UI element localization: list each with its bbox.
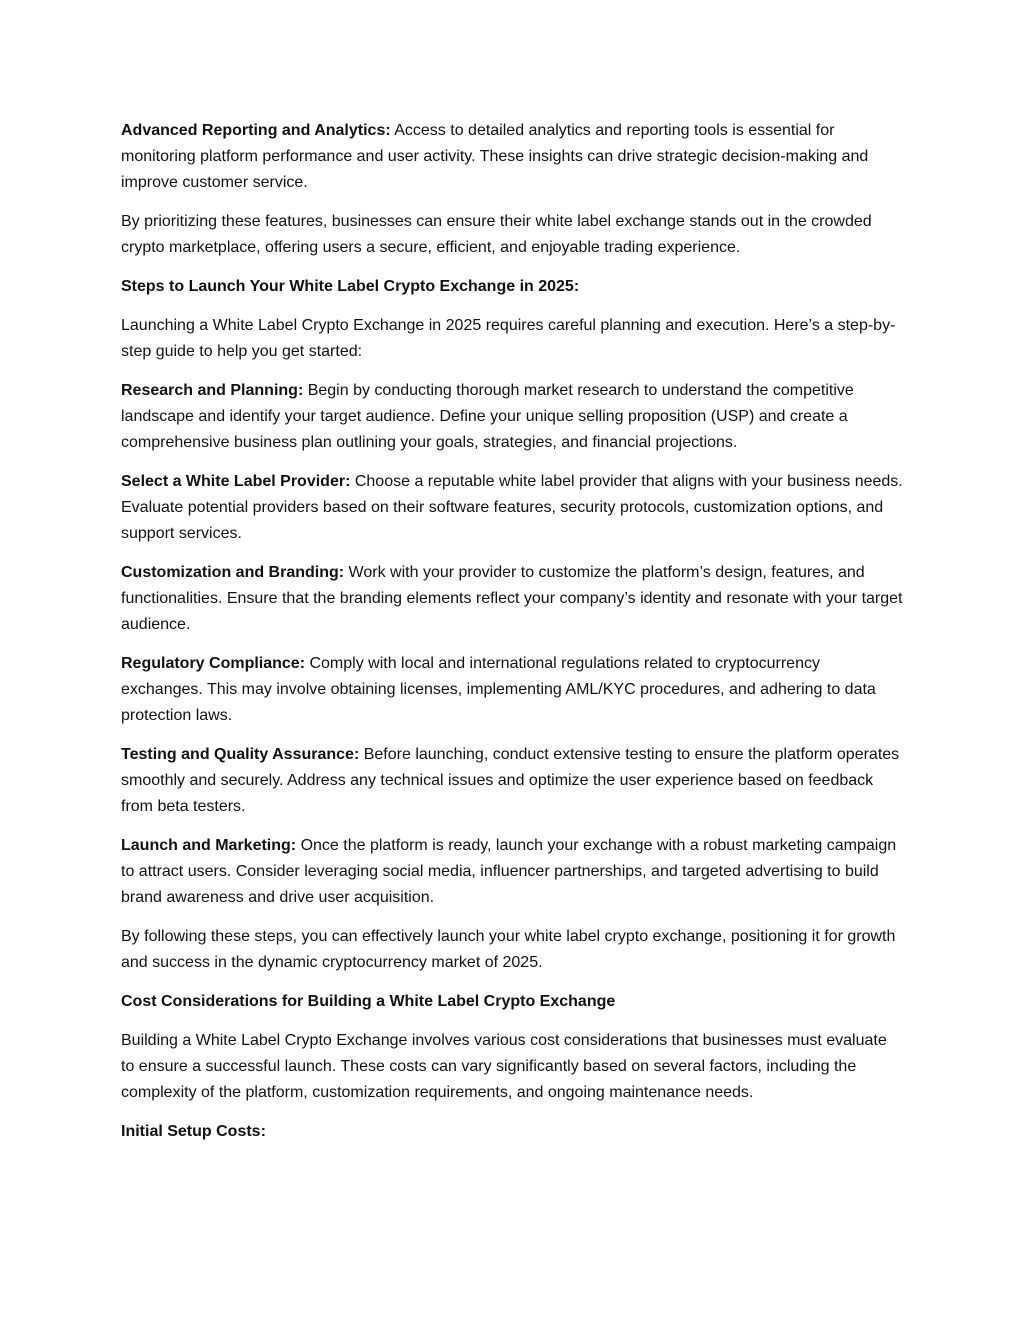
paragraph-lead: Select a White Label Provider: xyxy=(121,473,351,490)
paragraph-text: By prioritizing these features, businesses can ensure their white label exchange stands out in the crowded crypto marketplace, offering users a secure, efficient, and enjoyable trading experience. xyxy=(121,213,872,256)
paragraph-lead: Testing and Quality Assurance: xyxy=(121,746,360,763)
paragraph-research-planning xyxy=(121,378,904,456)
section-heading-steps: Steps to Launch Your White Label Crypto Exchange in 2025: xyxy=(121,278,580,295)
paragraph-text: Once the platform is ready, launch your exchange with a robust marketing campaign to attract users. Consider leveraging social media, influencer partnerships, and targeted advertising to build brand awareness and drive user acquisition. xyxy=(121,837,897,906)
paragraph-regulatory-compliance xyxy=(121,651,904,729)
paragraph-advanced-reporting xyxy=(121,118,904,196)
paragraph-text: Access to detailed analytics and reporting tools is essential for monitoring platform performance and user activity. These insights can drive strategic decision-making and improve customer service. xyxy=(121,122,869,191)
paragraph-text: Before launching, conduct extensive testing to ensure the platform operates smoothly and securely. Address any technical issues and optimize the user experience based on feedback from beta testers. xyxy=(121,746,900,815)
paragraph-launch-marketing xyxy=(121,833,904,911)
paragraph-text: Work with your provider to customize the platform’s design, features, and functionalities. Ensure that the branding elements reflect your company’s identity and resonate with your target audience. xyxy=(121,564,903,633)
section-heading-cost-considerations: Cost Considerations for Building a White Label Crypto Exchange xyxy=(121,993,616,1010)
paragraph-lead: Advanced Reporting and Analytics: xyxy=(121,122,391,139)
paragraph-text: Building a White Label Crypto Exchange involves various cost considerations that businesses must evaluate to ensure a successful launch. These costs can vary significantly based on several factors, including the complexity of the platform, customization requirements, and ongoing maintenance needs. xyxy=(121,1032,887,1101)
paragraph-following-steps xyxy=(121,924,904,976)
paragraph-text: By following these steps, you can effectively launch your white label crypto exchange, positioning it for growth and success in the dynamic cryptocurrency market of 2025. xyxy=(121,928,896,971)
paragraph-launching-intro xyxy=(121,313,904,365)
paragraph-testing-qa xyxy=(121,742,904,820)
paragraph-lead: Launch and Marketing: xyxy=(121,837,297,854)
paragraph-text: Launching a White Label Crypto Exchange in 2025 requires careful planning and execution. Here’s a step-by-step guide to help you get started: xyxy=(121,317,896,360)
paragraph-lead: Regulatory Compliance: xyxy=(121,655,306,672)
paragraph-lead: Research and Planning: xyxy=(121,382,304,399)
paragraph-text: Begin by conducting thorough market research to understand the competitive landscape and identify your target audience. Define your unique selling proposition (USP) and create a comprehensive business plan outlining your goals, strategies, and financial projections. xyxy=(121,382,854,451)
paragraph-lead: Customization and Branding: xyxy=(121,564,345,581)
paragraph-prioritizing xyxy=(121,209,904,261)
paragraph-select-provider xyxy=(121,469,904,547)
paragraph-text: Comply with local and international regulations related to cryptocurrency exchanges. This may involve obtaining licenses, implementing AML/KYC procedures, and adhering to data protection laws. xyxy=(121,655,876,724)
document-body xyxy=(121,118,904,1158)
paragraph-text: Choose a reputable white label provider that aligns with your business needs. Evaluate potential providers based on their software features, security protocols, customization options, and support services. xyxy=(121,473,903,542)
section-heading-initial-setup: Initial Setup Costs: xyxy=(121,1123,266,1140)
paragraph-building-costs xyxy=(121,1028,904,1106)
paragraph-customization-branding xyxy=(121,560,904,638)
